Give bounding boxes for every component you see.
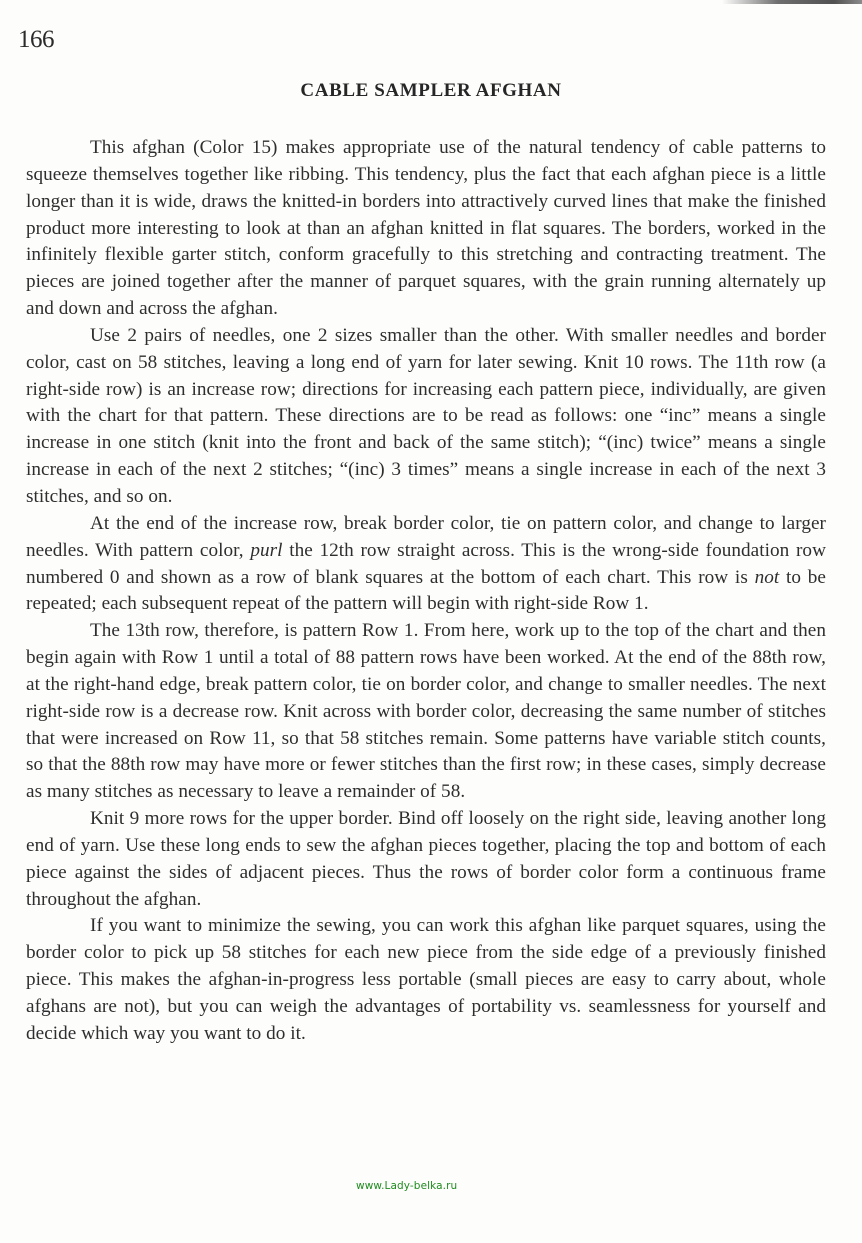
page-number: 166 <box>18 26 54 53</box>
watermark: www.Lady-belka.ru <box>356 1180 458 1192</box>
paragraph-pattern-rows <box>26 618 826 806</box>
paragraph-intro <box>26 135 826 323</box>
emphasis-not: not <box>754 566 780 588</box>
paragraph-foundation-row <box>26 511 826 618</box>
paragraph-cast-on <box>26 323 826 511</box>
paragraph-text: the 12th row straight across. This is the wrong-side foundation row numbered 0 and shown as a row of blank squares at the bottom of each chart. This row is <box>26 539 826 588</box>
paragraph-text: This afghan (Color 15) makes appropriate use of the natural tendency of cable patterns to squeeze themselves together like ribbing. This tendency, plus the fact that each afghan piece is a little longer than it is wide, draws the knitted-in borders into attractively curved lines that make the finished product more interesting to look at than an afghan knitted in flat squares. The borders, worked in the infinitely flexible garter stitch, conform gracefully to this stretching and contracting treatment. The pieces are joined together after the manner of parquet squares, with the grain running alternately up and down and across the afghan. <box>26 137 826 320</box>
paragraph-text: Knit 9 more rows for the upper border. Bind off loosely on the right side, leaving another long end of yarn. Use these long ends to sew the afghan pieces together, placing the top and bottom of each piece against the sides of adjacent pieces. Thus the rows of border color form a continuous frame throughout the afghan. <box>26 808 826 910</box>
emphasis-purl: purl <box>250 539 283 561</box>
paragraph-minimize-sewing <box>26 913 826 1047</box>
page-title: CABLE SAMPLER AFGHAN <box>300 80 562 101</box>
paragraph-text: If you want to minimize the sewing, you can work this afghan like parquet squares, using the border color to pick up 58 stitches for each new piece from the side edge of a previously finished piece. This makes the afghan-in-progress less portable (small pieces are easy to carry about, whole afghans are not), but you can weigh the advantages of portability vs. seamlessness for yourself and decide which way you want to do it. <box>26 915 826 1044</box>
scan-edge-shadow <box>722 0 862 4</box>
paragraph-upper-border <box>26 806 826 913</box>
paragraph-text: to be repeated; each subsequent repeat of the pattern will begin with right-side Row 1. <box>26 566 826 615</box>
paragraph-text: Use 2 pairs of needles, one 2 sizes smaller than the other. With smaller needles and border color, cast on 58 stitches, leaving a long end of yarn for later sewing. Knit 10 rows. The 11th row (a right-side row) is an increase row; directions for increasing each pattern piece, individually, are given with the chart for that pattern. These directions are to be read as follows: one “inc” means a single increase in one stitch (knit into the front and back of the same stitch); “(inc) twice” means a single increase in each of the next 2 stitches; “(inc) 3 times” means a single increase in each of the next 3 stitches, and so on. <box>26 324 826 507</box>
paragraph-text: The 13th row, therefore, is pattern Row 1. From here, work up to the top of the chart and then begin again with Row 1 until a total of 88 pattern rows have been worked. At the end of the 88th row, at the right-hand edge, break pattern color, tie on border color, and change to smaller needles. The next right-side row is a decrease row. Knit across with border color, decreasing the same number of stitches that were increased on Row 11, so that 58 stitches remain. Some patterns have variable stitch counts, so that the 88th row may have more or fewer stitches than the first row; in these cases, simply decrease as many stitches as necessary to leave a remainder of 58. <box>26 620 826 803</box>
paragraph-text: At the end of the increase row, break border color, tie on pattern color, and change to larger needles. With pattern color, <box>26 512 826 561</box>
body-text <box>26 135 826 1048</box>
